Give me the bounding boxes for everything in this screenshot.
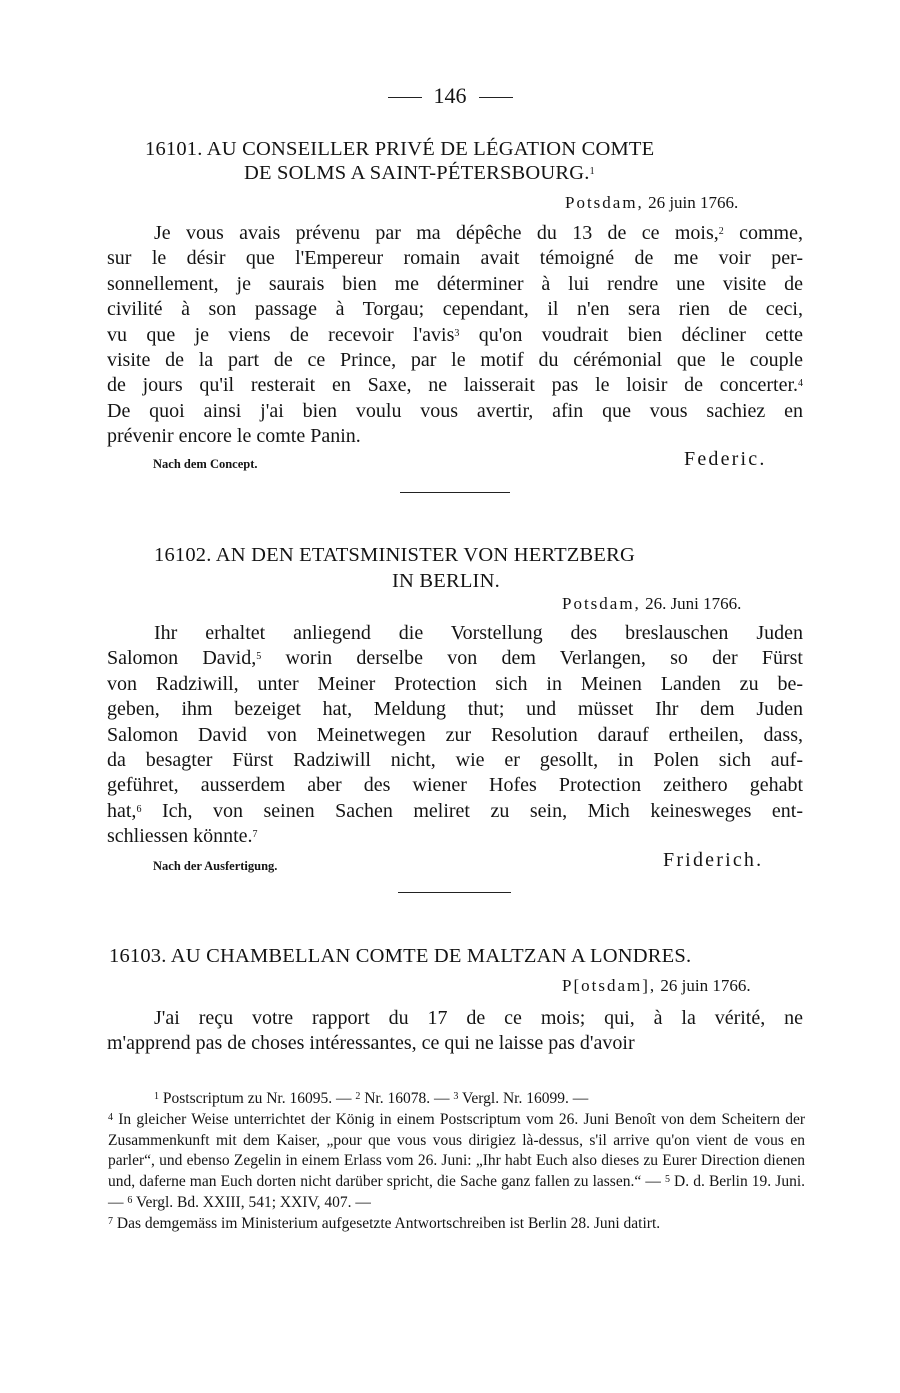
- footnote-line-1: $^1$ Postscriptum zu Nr. 16095. — $^2$ Nr. 16078. — $^3$ Vergl. Nr. 16099. —: [154, 1090, 589, 1107]
- text-line: geben, ihm bezeiget hat, Meldung thut; und müsset Ihr dem Juden: [107, 698, 803, 721]
- place-date: [565, 193, 738, 213]
- text-line: civilité à son passage à Torgau; cependant, il n'en sera rien de ceci,: [107, 298, 803, 321]
- letter-title: [145, 137, 654, 162]
- footnote-ref: 2: [718, 226, 724, 237]
- letter-title-line: 16103. AU CHAMBELLAN COMTE DE MALTZAN A LONDRES.: [109, 945, 692, 967]
- page-header: [0, 83, 900, 109]
- signature: Federic.: [684, 448, 767, 470]
- place-date: [562, 594, 741, 614]
- text-line: sur le désir que l'Empereur romain avait témoigné de me voir per-: [107, 247, 803, 270]
- date: 26 juin 1766.: [660, 976, 751, 995]
- text-line: vu que je viens de recevoir l'avis$^3$ qu'on voudrait bien décliner cette: [107, 323, 803, 346]
- letter-title-line: 16102. AN DEN ETATSMINISTER VON HERTZBERG: [154, 544, 636, 566]
- letter-title: [392, 569, 500, 594]
- text-line: Ihr erhaltet anliegend die Vorstellung des breslauschen Juden: [154, 622, 803, 644]
- page-number: 146: [433, 83, 467, 108]
- footnotes: [108, 1089, 805, 1235]
- footnote-block: $^4$ In gleicher Weise unterrichtet der König in einem Postscriptum vom 26. Juni Benoît von dem Scheitern der Zusammenkunft mit dem Kaiser, „pour que vous vous dirigiez là-dessus, s'il arrive qu'on vient de vous en parler“, und ebenso Zegelin in einem Erlass vom 26. Juni: „Ihr habt Euch also dieses zu Eurer Direction dienen und, daferne man Euch dorten nicht darüber spricht, die Sache ganz fallen zu lassen.“ — $^5$ D. d. Berlin 19. Juni. — $^6$ Vergl. Bd. XXIII, 541; XXIV, 407. —: [108, 1110, 806, 1211]
- text-line: prévenir encore le comte Panin.: [107, 425, 361, 448]
- header-rule-right: [479, 97, 513, 98]
- text-line: De quoi ainsi j'ai bien voulu vous avertir, afin que vous sachiez en: [107, 399, 803, 422]
- footnote-ref: 5: [256, 651, 262, 663]
- text-line: von Radziwill, unter Meiner Protection sich in Meinen Landen zu be-: [107, 672, 803, 695]
- letter-body: [107, 221, 803, 450]
- source-note: Nach der Ausfertigung.: [153, 859, 278, 873]
- footnote-ref: 6: [136, 803, 142, 815]
- letter-title: [244, 161, 595, 186]
- footnote-ref: 1: [589, 166, 595, 177]
- text-line: da besagter Fürst Radziwill nicht, wie er gesollt, in Polen sich auf-: [107, 749, 803, 772]
- section-divider: [400, 492, 510, 493]
- date: 26 juin 1766.: [648, 193, 739, 212]
- place: Potsdam,: [565, 193, 644, 212]
- place: Potsdam,: [562, 594, 641, 613]
- text-line: sonnellement, je saurais bien me déterminer à lui rendre une visite de: [107, 272, 803, 295]
- footnote-ref: 7: [252, 829, 258, 841]
- text-line: hat,$^6$ Ich, von seinen Sachen meliret zu sein, Mich keinesweges ent-: [107, 799, 803, 822]
- letter-title: [154, 543, 635, 568]
- text-line: geführet, ausserdem aber des wiener Hofes Protection zeithero gehabt: [107, 774, 803, 797]
- footnote-block: $^7$ Das demgemäss im Ministerium aufgesetzte Antwortschreiben ist Berlin 28. Juni datirt.: [108, 1214, 661, 1232]
- text-line: de jours qu'il resterait en Saxe, ne laisserait pas le loisir de concerter.$^4$: [107, 374, 803, 397]
- footnote-ref: 4: [798, 378, 803, 390]
- place: P[otsdam],: [562, 976, 657, 995]
- text-line: Salomon David,$^5$ worin derselbe von dem Verlangen, so der Fürst: [107, 647, 803, 670]
- text-line: Je vous avais prévenu par ma dépêche du 13 de ce mois,$^2$ comme,: [154, 222, 803, 244]
- letter-title-line: 16101. AU CONSEILLER PRIVÉ DE LÉGATION COMTE: [145, 138, 655, 160]
- letter-title: [109, 944, 691, 969]
- letter-title-line: DE SOLMS A SAINT-PÉTERSBOURG.: [244, 162, 590, 184]
- header-rule-left: [388, 97, 422, 98]
- letter-title-line: IN BERLIN.: [392, 570, 500, 592]
- place-date: [562, 976, 751, 996]
- signature: Friderich.: [663, 849, 764, 871]
- text-line: J'ai reçu votre rapport du 17 de ce mois; qui, à la vérité, ne: [154, 1007, 803, 1029]
- date: 26. Juni 1766.: [645, 594, 742, 613]
- text-line: visite de la part de ce Prince, par le motif du cérémonial que le couple: [107, 349, 803, 372]
- text-line: schliessen könnte.$^7$: [107, 825, 258, 848]
- letter-body: [107, 1006, 803, 1057]
- section-divider: [398, 892, 511, 893]
- text-line: m'apprend pas de choses intéressantes, ce qui ne laisse pas d'avoir: [107, 1032, 635, 1055]
- footnote-ref: 3: [454, 327, 460, 339]
- source-note: Nach dem Concept.: [153, 457, 258, 471]
- text-line: Salomon David von Meinetwegen zur Resolution darauf ertheilen, dass,: [107, 723, 803, 746]
- letter-body: [107, 621, 803, 850]
